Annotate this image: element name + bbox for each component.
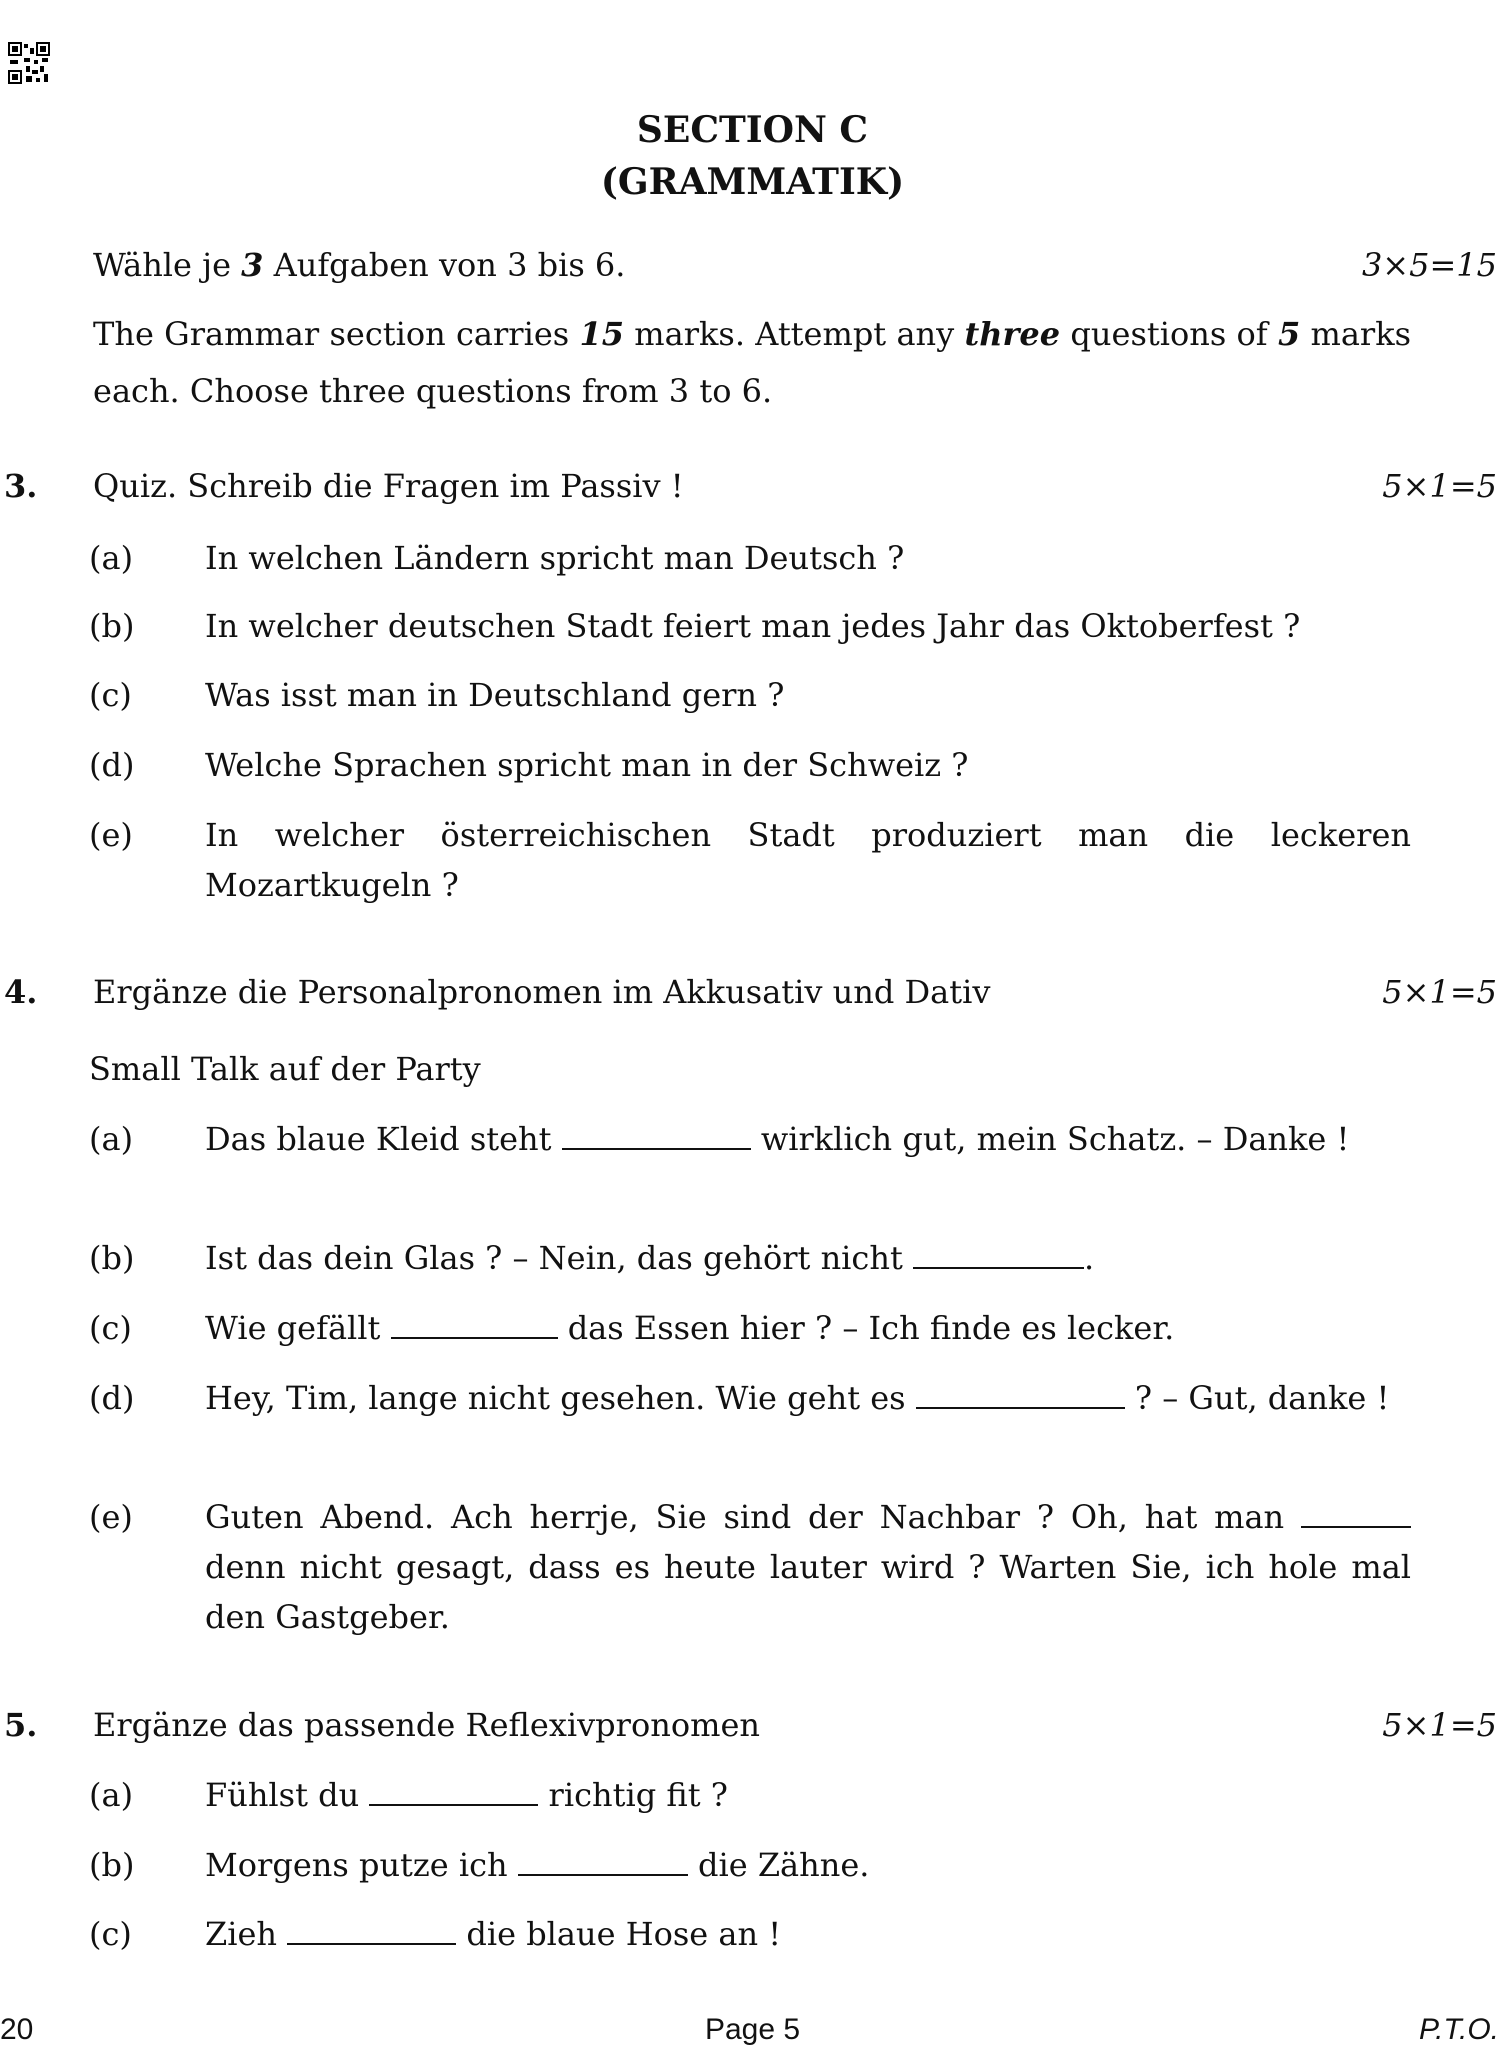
section-title: SECTION C	[636, 109, 869, 151]
answer-blank[interactable]	[916, 1377, 1125, 1409]
item-text: In welcher deutschen Stadt feiert man jedes Jahr das Oktoberfest ?	[205, 607, 1301, 645]
pto-note: P.T.O.	[1418, 2013, 1499, 2046]
item-label: (b)	[89, 607, 135, 645]
item-text: Morgens putze ich die Zähne.	[205, 1846, 870, 1884]
question-marks: 5×1=5	[1382, 467, 1497, 505]
item-text: Was isst man in Deutschland gern ?	[205, 676, 785, 714]
item-label: (e)	[89, 816, 133, 854]
page-number: Page 5	[704, 2013, 801, 2046]
item-label: (c)	[89, 1915, 132, 1953]
item-label: (c)	[89, 676, 132, 714]
item-text: Ist das dein Glas ? – Nein, das gehört nicht .	[205, 1239, 1095, 1277]
answer-blank[interactable]	[369, 1774, 538, 1806]
question-number: 3.	[4, 467, 38, 505]
question-number: 5.	[4, 1706, 38, 1744]
answer-blank[interactable]	[913, 1237, 1084, 1269]
item-label: (d)	[89, 1379, 135, 1417]
question-title: Ergänze die Personalpronomen im Akkusativ und Dativ	[93, 973, 991, 1011]
question-subtitle: Small Talk auf der Party	[89, 1050, 481, 1088]
item-text: In welchen Ländern spricht man Deutsch ?	[205, 539, 905, 577]
item-label: (b)	[89, 1239, 135, 1277]
item-label: (a)	[89, 1776, 134, 1814]
answer-blank[interactable]	[1301, 1496, 1411, 1528]
answer-blank[interactable]	[287, 1913, 456, 1945]
answer-blank[interactable]	[518, 1844, 688, 1876]
question-title: Quiz. Schreib die Fragen im Passiv !	[93, 467, 684, 505]
intro-marks: 3×5=15	[1361, 246, 1497, 284]
item-text: Hey, Tim, lange nicht gesehen. Wie geht es ? – Gut, danke !	[205, 1379, 1390, 1417]
answer-blank[interactable]	[562, 1118, 751, 1150]
item-text: Wie gefällt das Essen hier ? – Ich finde es lecker.	[205, 1309, 1175, 1347]
item-label: (e)	[89, 1498, 133, 1536]
item-label: (b)	[89, 1846, 135, 1884]
qr-code-icon	[8, 42, 50, 84]
paper-code: 20	[0, 2013, 34, 2046]
answer-blank[interactable]	[391, 1307, 558, 1339]
item-text: Zieh die blaue Hose an !	[205, 1915, 782, 1953]
item-label: (a)	[89, 1120, 134, 1158]
question-marks: 5×1=5	[1382, 973, 1497, 1011]
question-title: Ergänze das passende Reflexivpronomen	[93, 1706, 760, 1744]
question-marks: 5×1=5	[1382, 1706, 1497, 1744]
item-text: Guten Abend. Ach herrje, Sie sind der Nachbar ? Oh, hat man denn nicht gesagt, dass es heute lauter wird ? Warten Sie, ich hole mal den Gastgeber.	[205, 1498, 1411, 1636]
question-number: 4.	[4, 973, 38, 1011]
item-text: In welcher österreichischen Stadt produziert man die leckeren Mozartkugeln ?	[205, 816, 1411, 904]
item-text: Fühlst du richtig fit ?	[205, 1776, 728, 1814]
item-text: Das blaue Kleid steht wirklich gut, mein Schatz. – Danke !	[205, 1120, 1350, 1158]
item-label: (d)	[89, 746, 135, 784]
intro-english: The Grammar section carries 15 marks. Attempt any three questions of 5 marks each. Choose three questions from 3 to 6.	[93, 315, 1412, 410]
item-label: (c)	[89, 1309, 132, 1347]
section-subtitle: (GRAMMATIK)	[600, 161, 905, 203]
item-label: (a)	[89, 539, 134, 577]
item-text: Welche Sprachen spricht man in der Schweiz ?	[205, 746, 969, 784]
intro-instruction: Wähle je 3 Aufgaben von 3 bis 6.	[93, 246, 626, 284]
